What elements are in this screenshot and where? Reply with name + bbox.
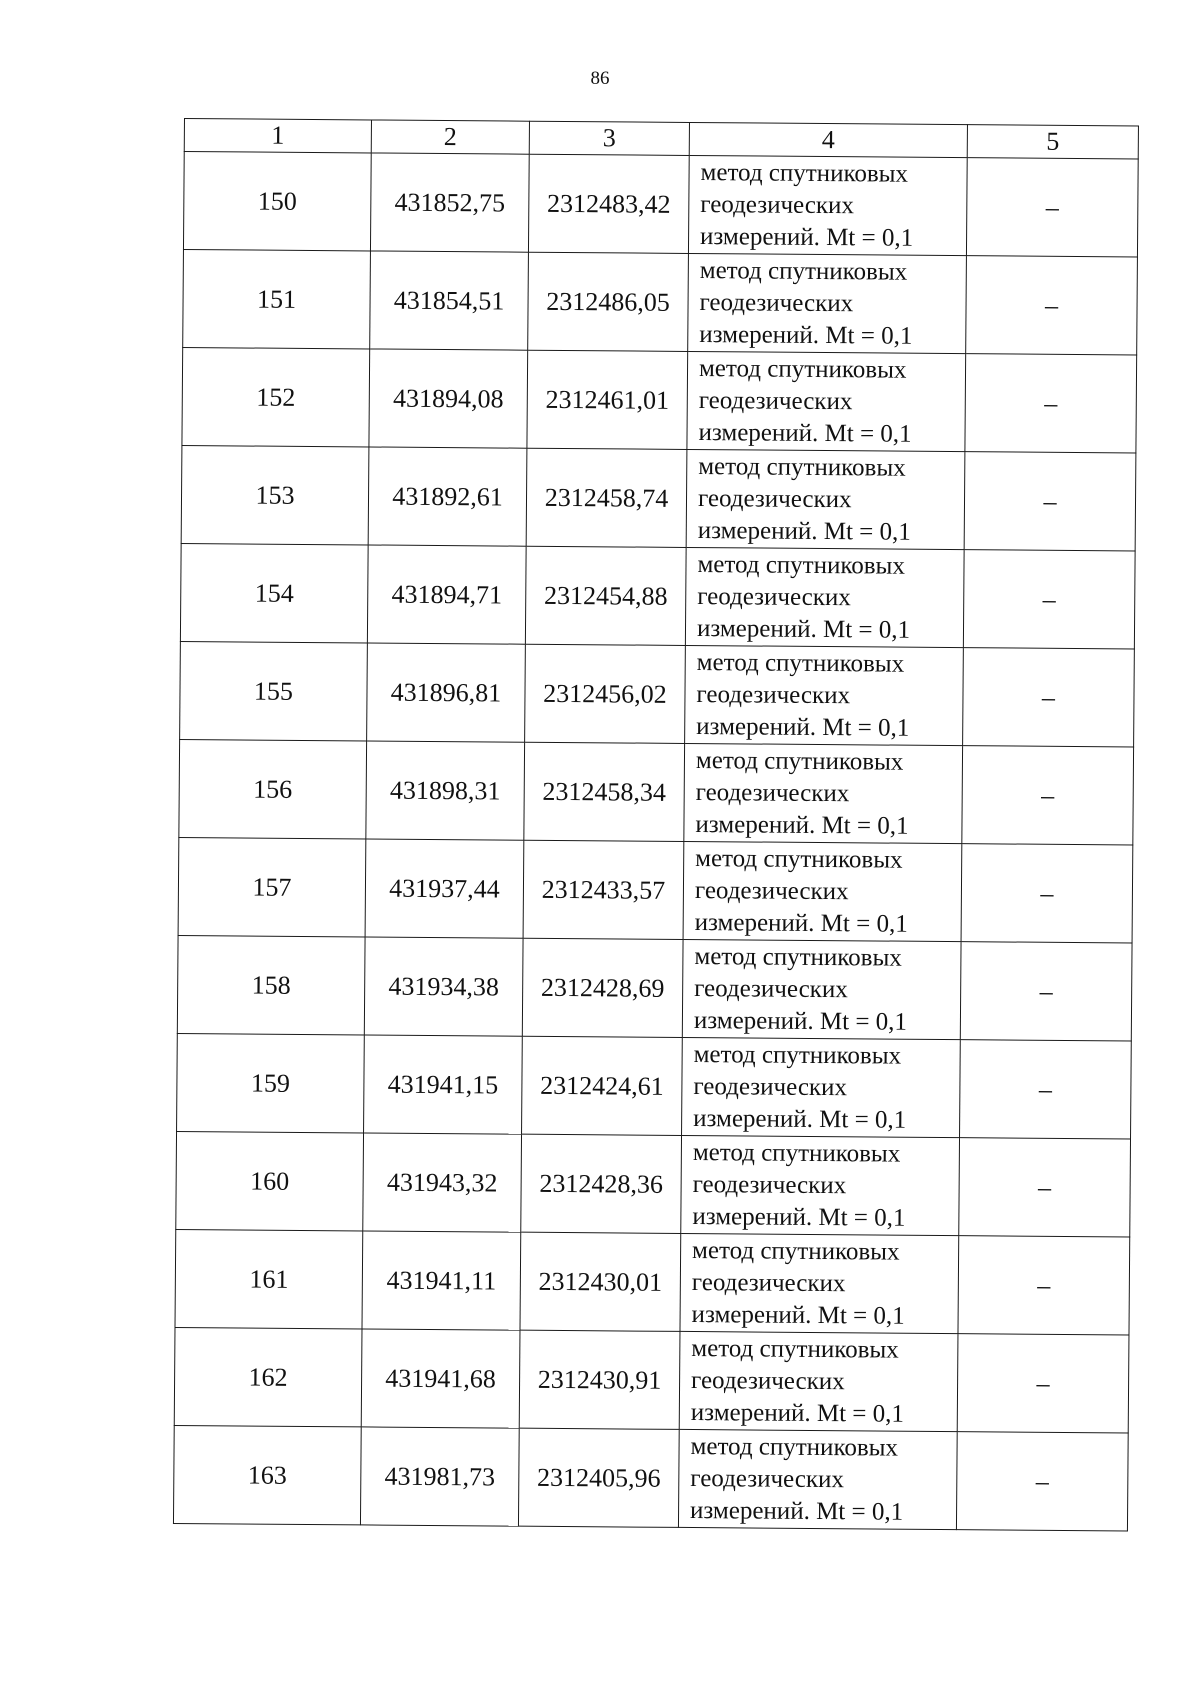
method-text-line: геодезических: [697, 484, 852, 513]
table-row: [177, 1033, 1132, 1138]
x-coordinate-cell: 431894,08: [369, 349, 528, 448]
method-text-line: измерений. Mt = 0,1: [696, 614, 911, 644]
method-text-line: метод спутниковых: [700, 158, 909, 188]
method-text-line: геодезических: [694, 876, 849, 905]
y-coordinate-cell: 2312430,91: [519, 1330, 680, 1429]
point-number-cell: 153: [181, 445, 369, 544]
table-row: [179, 739, 1134, 844]
coordinates-table: [173, 118, 1139, 1531]
point-number-cell: 162: [174, 1327, 362, 1426]
method-cell: [688, 253, 967, 353]
note-cell: –: [966, 256, 1138, 355]
x-coordinate-cell: 431941,11: [362, 1231, 521, 1330]
method-text-line: геодезических: [700, 190, 855, 219]
note-cell: –: [961, 844, 1133, 943]
y-coordinate-cell: 2312458,34: [524, 742, 685, 841]
method-text-line: измерений. Mt = 0,1: [694, 908, 908, 938]
table-row: [175, 1229, 1130, 1334]
point-number-cell: 159: [177, 1033, 365, 1132]
method-text-line: метод спутниковых: [692, 1138, 901, 1168]
point-number-cell: 163: [173, 1425, 361, 1524]
y-coordinate-cell: 2312424,61: [522, 1036, 683, 1135]
method-text-line: геодезических: [690, 1464, 845, 1493]
method-text-line: измерений. Mt = 0,1: [698, 418, 912, 448]
method-text-line: геодезических: [691, 1268, 846, 1297]
note-cell: –: [957, 1334, 1129, 1433]
column-header-5: 5: [967, 125, 1138, 159]
method-text-line: измерений. Mt = 0,1: [699, 222, 914, 252]
note-cell: –: [963, 550, 1135, 649]
x-coordinate-cell: 431892,61: [368, 447, 527, 546]
method-text-line: измерений. Mt = 0,1: [699, 320, 913, 350]
method-cell: [687, 351, 966, 451]
table-row: [181, 445, 1136, 550]
column-header-3: 3: [529, 121, 689, 155]
y-coordinate-cell: 2312454,88: [525, 546, 686, 645]
method-cell: [680, 1233, 959, 1333]
point-number-cell: 150: [183, 152, 371, 251]
method-text-line: метод спутниковых: [694, 942, 902, 972]
method-text-line: метод спутниковых: [698, 452, 906, 482]
y-coordinate-cell: 2312458,74: [526, 448, 687, 547]
note-cell: –: [964, 452, 1136, 551]
method-text-line: геодезических: [697, 582, 851, 611]
x-coordinate-cell: 431941,15: [364, 1035, 523, 1134]
method-text-line: измерений. Mt = 0,1: [692, 1202, 906, 1232]
method-text-line: метод спутниковых: [690, 1432, 899, 1462]
method-text-line: метод спутниковых: [697, 550, 906, 580]
method-cell: [681, 1135, 960, 1235]
method-text-line: метод спутниковых: [692, 1236, 900, 1266]
method-text-line: измерений. Mt = 0,1: [693, 1006, 908, 1036]
method-text-line: метод спутниковых: [695, 844, 903, 874]
point-number-cell: 157: [178, 837, 366, 936]
method-cell: [682, 939, 961, 1039]
column-header-2: 2: [371, 120, 529, 154]
note-cell: –: [962, 746, 1134, 845]
method-cell: [688, 155, 967, 255]
note-cell: –: [956, 1432, 1128, 1531]
x-coordinate-cell: 431894,71: [367, 545, 526, 644]
method-text-line: измерений. Mt = 0,1: [696, 712, 910, 742]
point-number-cell: 161: [175, 1229, 363, 1328]
page-number: 86: [590, 68, 610, 89]
method-text-line: метод спутниковых: [698, 354, 907, 384]
table-row: [176, 1131, 1131, 1236]
note-cell: –: [960, 1040, 1132, 1139]
method-text-line: измерений. Mt = 0,1: [693, 1104, 907, 1134]
note-cell: –: [958, 1236, 1130, 1335]
point-number-cell: 156: [179, 739, 367, 838]
y-coordinate-cell: 2312428,69: [522, 938, 683, 1037]
method-cell: [685, 547, 964, 647]
method-cell: [679, 1331, 958, 1431]
method-text-line: геодезических: [696, 680, 851, 709]
x-coordinate-cell: 431941,68: [361, 1329, 520, 1428]
method-cell: [683, 841, 962, 941]
note-cell: –: [959, 1138, 1131, 1237]
method-cell: [682, 1037, 961, 1137]
method-cell: [686, 449, 965, 549]
note-cell: –: [963, 648, 1135, 747]
table-row: [178, 837, 1133, 942]
method-cell: [685, 645, 964, 745]
method-text-line: геодезических: [694, 974, 848, 1003]
x-coordinate-cell: 431943,32: [363, 1133, 522, 1232]
x-coordinate-cell: 431981,73: [360, 1427, 519, 1526]
y-coordinate-cell: 2312486,05: [528, 252, 689, 351]
method-text-line: геодезических: [690, 1366, 845, 1395]
point-number-cell: 158: [177, 935, 365, 1034]
table-row: [177, 935, 1132, 1040]
table-row: [180, 543, 1135, 648]
table-row: [183, 152, 1138, 257]
y-coordinate-cell: 2312456,02: [525, 644, 686, 743]
method-text-line: измерений. Mt = 0,1: [697, 516, 911, 546]
point-number-cell: 151: [183, 249, 371, 348]
table-row: [182, 347, 1137, 452]
x-coordinate-cell: 431854,51: [370, 251, 529, 350]
point-number-cell: 160: [176, 1131, 364, 1230]
method-text-line: измерений. Mt = 0,1: [691, 1300, 905, 1330]
table-row: [173, 1425, 1128, 1530]
point-number-cell: 155: [180, 641, 368, 740]
method-text-line: метод спутниковых: [696, 648, 905, 678]
table-row: [180, 641, 1135, 746]
point-number-cell: 152: [182, 347, 370, 446]
y-coordinate-cell: 2312461,01: [527, 350, 688, 449]
table-row: [183, 249, 1138, 354]
method-text-line: измерений. Mt = 0,1: [695, 810, 909, 840]
x-coordinate-cell: 431934,38: [364, 937, 523, 1036]
x-coordinate-cell: 431898,31: [366, 741, 525, 840]
column-header-4: 4: [689, 122, 967, 157]
method-text-line: геодезических: [693, 1072, 848, 1101]
method-text-line: измерений. Mt = 0,1: [689, 1496, 904, 1526]
method-text-line: метод спутниковых: [699, 256, 908, 286]
y-coordinate-cell: 2312433,57: [523, 840, 684, 939]
note-cell: –: [965, 354, 1137, 453]
y-coordinate-cell: 2312405,96: [518, 1428, 679, 1527]
method-text-line: геодезических: [698, 386, 853, 415]
y-coordinate-cell: 2312483,42: [528, 154, 689, 253]
method-text-line: метод спутниковых: [695, 746, 904, 776]
table-row: [174, 1327, 1129, 1432]
note-cell: –: [966, 158, 1138, 257]
method-text-line: метод спутниковых: [693, 1040, 902, 1070]
note-cell: –: [960, 942, 1132, 1041]
column-header-1: 1: [184, 119, 371, 153]
method-text-line: геодезических: [699, 288, 854, 317]
method-text-line: метод спутниковых: [691, 1334, 899, 1364]
y-coordinate-cell: 2312428,36: [521, 1134, 682, 1233]
method-text-line: измерений. Mt = 0,1: [690, 1398, 905, 1428]
method-text-line: геодезических: [695, 778, 850, 807]
x-coordinate-cell: 431852,75: [370, 153, 529, 252]
x-coordinate-cell: 431896,81: [367, 643, 526, 742]
table-body: [173, 152, 1138, 1531]
method-text-line: геодезических: [692, 1170, 847, 1199]
x-coordinate-cell: 431937,44: [365, 839, 524, 938]
point-number-cell: 154: [180, 543, 368, 642]
y-coordinate-cell: 2312430,01: [520, 1232, 681, 1331]
method-cell: [684, 743, 963, 843]
method-cell: [678, 1429, 957, 1529]
